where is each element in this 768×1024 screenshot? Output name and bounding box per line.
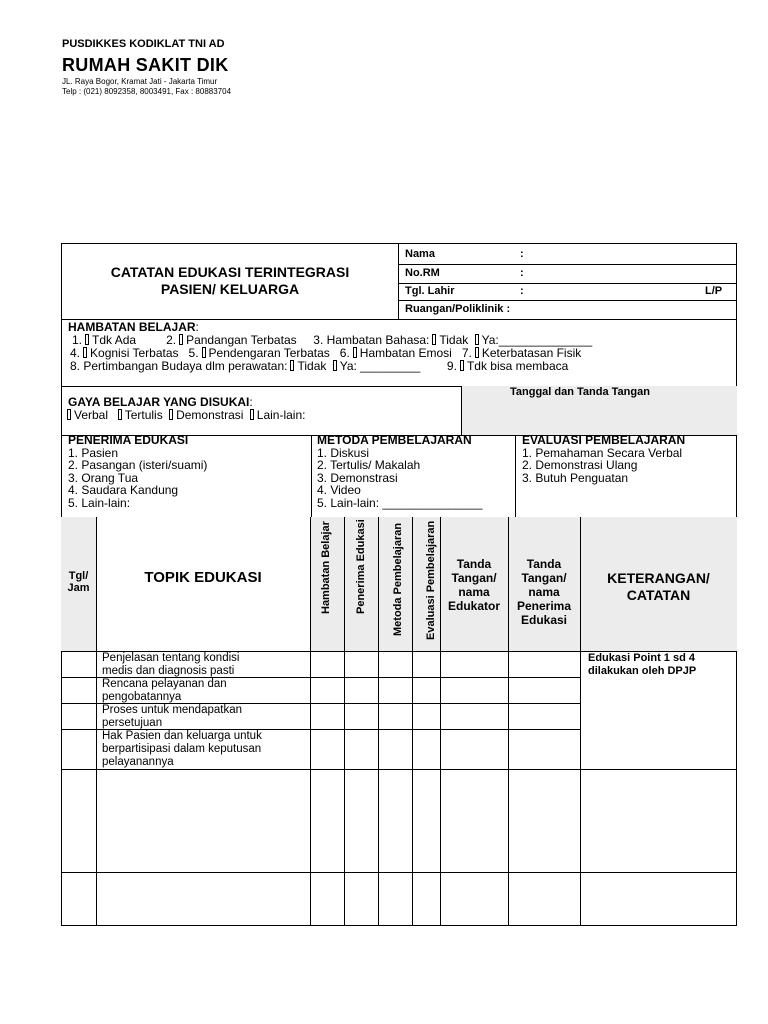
checkbox-icon[interactable] [85, 334, 89, 345]
birth-date-field[interactable]: : [520, 285, 524, 297]
checkbox-icon[interactable] [353, 347, 357, 358]
learning-style-options: Verbal Tertulis Demonstrasi Lain-lain: [64, 408, 305, 422]
checkbox-icon[interactable] [83, 347, 87, 358]
date-time-column-header: Tgl/ Jam [67, 570, 90, 594]
learning-barrier-line3: 8. Pertimbangan Budaya dlm perawatan: Tidak Ya: _________ 9. Tdk bisa membaca [70, 359, 569, 373]
learning-barrier-line2: 4. Kognisi Terbatas 5. Pendengaran Terbatas 6. Hambatan Emosi 7. Keterbatasan Fisik [70, 346, 582, 360]
dpjp-note: Edukasi Point 1 sd 4 dilakukan oleh DPJP [588, 652, 697, 677]
checkbox-icon[interactable] [169, 409, 173, 420]
institution-name: PUSDIKKES KODIKLAT TNI AD [62, 38, 225, 50]
evaluation-column-header: Evaluasi Pembelajaran [425, 520, 437, 640]
gender-label[interactable]: L/P [705, 285, 723, 297]
checkbox-icon[interactable] [475, 347, 479, 358]
checkbox-icon[interactable] [460, 360, 464, 371]
checkbox-icon[interactable] [250, 409, 254, 420]
form-title: CATATAN EDUKASI TERINTEGRASI PASIEN/ KELUARGA [110, 264, 350, 297]
room-clinic-label[interactable]: Ruangan/Poliklinik : [405, 303, 511, 315]
checkbox-icon[interactable] [202, 347, 206, 358]
checkbox-icon[interactable] [290, 360, 294, 371]
barrier-column-header: Hambatan Belajar [320, 521, 332, 614]
birth-date-label: Tgl. Lahir [405, 285, 455, 297]
table-row: Rencana pelayanan dan pengobatannya [102, 678, 227, 703]
checkbox-icon[interactable] [118, 409, 122, 420]
hospital-address: JL. Raya Bogor, Kramat Jati - Jakarta Timur [62, 77, 218, 86]
learning-barrier-title: HAMBATAN BELAJAR: [68, 320, 199, 334]
method-legend: METODA PEMBELAJARAN 1. Diskusi 2. Tertulis/ Makalah 3. Demonstrasi 4. Video 5. Lain-lain: _______________ [317, 433, 483, 510]
signature-date-header: Tanggal dan Tanda Tangan [510, 386, 650, 398]
record-number-label: No.RM [405, 267, 440, 279]
checkbox-icon[interactable] [475, 334, 479, 345]
table-row: Proses untuk mendapatkan persetujuan [102, 704, 243, 729]
recipient-signature-column-header: Tanda Tangan/ nama Penerima Edukasi [516, 557, 572, 627]
patient-name-label: Nama [405, 248, 435, 260]
recipient-column-header: Penerima Edukasi [355, 519, 367, 614]
table-row: Penjelasan tentang kondisi medis dan diagnosis pasti [102, 652, 240, 677]
evaluation-legend: EVALUASI PEMBELAJARAN 1. Pemahaman Secara Verbal 2. Demonstrasi Ulang 3. Butuh Penguatan [522, 433, 686, 485]
learning-barrier-line1: 1. Tdk Ada 2. Pandangan Terbatas 3. Hambatan Bahasa: Tidak Ya:______________ [72, 333, 593, 347]
hospital-name: RUMAH SAKIT DIK [62, 55, 229, 75]
table-row: Hak Pasien dan keluarga untuk berpartisipasi dalam keputusan pelayanannya [102, 730, 262, 768]
recipient-legend: PENERIMA EDUKASI 1. Pasien 2. Pasangan (isteri/suami) 3. Orang Tua 4. Saudara Kandung 5. Lain-lain: [68, 433, 208, 510]
topic-column-header: TOPIK EDUKASI [144, 569, 262, 586]
checkbox-icon[interactable] [432, 334, 436, 345]
notes-column-header: KETERANGAN/ CATATAN [607, 570, 710, 603]
checkbox-icon[interactable] [67, 409, 71, 420]
learning-style-title: GAYA BELAJAR YANG DISUKAI: [68, 395, 253, 409]
checkbox-icon[interactable] [333, 360, 337, 371]
record-number-field[interactable]: : [520, 267, 524, 279]
method-column-header: Metoda Pembelajaran [392, 522, 404, 636]
educator-signature-column-header: Tanda Tangan/ nama Edukator [447, 557, 500, 613]
hospital-phone: Telp : (021) 8092358, 8003491, Fax : 80883704 [62, 87, 232, 96]
checkbox-icon[interactable] [179, 334, 183, 345]
patient-name-field[interactable]: : [520, 248, 524, 260]
